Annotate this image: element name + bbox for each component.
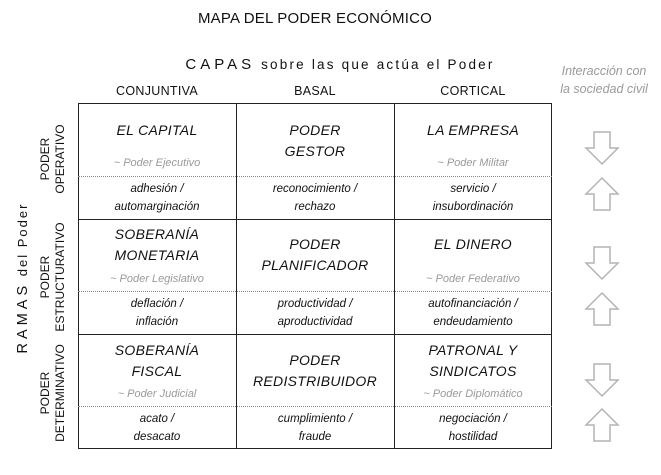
row-label-line2: OPERATIVO: [53, 124, 67, 194]
cell-pair-line2: inflación: [135, 316, 179, 328]
cell-title: [394, 340, 552, 382]
row-label-line2: ESTRUCTURATIVO: [53, 222, 67, 332]
cell-pair-line1: productividad /: [277, 298, 353, 310]
cell-title-line1: PODER: [289, 122, 341, 138]
row-label-line1: PODER: [38, 255, 52, 299]
column-header-cortical: CORTICAL: [440, 84, 506, 98]
cell-title-line1: PATRONAL Y: [428, 342, 518, 358]
row-label-line2: DETERMINATIVO: [53, 344, 67, 442]
dotted-divider: [78, 176, 552, 177]
capas-header-rest: sobre las que actúa el Poder: [261, 57, 495, 72]
row-divider: [78, 334, 552, 335]
cell-title-line2: SINDICATOS: [429, 363, 517, 379]
cell-power-analogy: ~ Poder Diplomático: [423, 388, 523, 400]
cell-title-line1: PODER: [289, 236, 341, 252]
row-label-line1: PODER: [38, 137, 52, 181]
dotted-divider: [78, 406, 552, 407]
cell-title: [394, 120, 552, 141]
cell-title-line1: LA EMPRESA: [427, 122, 519, 138]
cell-title: [78, 224, 236, 266]
cell-pair: [394, 295, 552, 331]
capas-header-lead: CAPAS: [185, 56, 256, 73]
up-arrow-icon: [584, 176, 620, 212]
cell-pair-line1: servicio /: [450, 183, 496, 195]
cell-title: [236, 234, 394, 276]
cell-pair-line2: aproductividad: [277, 316, 353, 328]
cell-title-line1: SOBERANÍA: [114, 226, 200, 242]
row-label-operativo: [38, 104, 68, 214]
cell-pair: [394, 180, 552, 216]
diagram-title: MAPA DEL PODER ECONÓMICO: [197, 10, 432, 27]
cell-pair-line2: hostilidad: [448, 431, 498, 443]
cell-pair: [78, 410, 236, 446]
interaction-label: [548, 62, 660, 98]
down-arrow-icon: [584, 362, 620, 398]
cell-pair-line1: acato /: [139, 413, 175, 425]
cell-pair: [236, 180, 394, 216]
cell-title-line1: SOBERANÍA: [114, 342, 200, 358]
interaction-label-line1: Interacción con: [561, 64, 647, 78]
cell-pair-line2: insubordinación: [432, 201, 514, 213]
capas-header: [130, 56, 550, 73]
cell-pair-line2: desacato: [133, 431, 181, 443]
cell-title-line2: FISCAL: [131, 363, 183, 379]
cell-power-analogy: ~ Poder Legislativo: [110, 273, 204, 285]
up-arrow-icon: [584, 291, 620, 327]
column-header-basal: BASAL: [294, 84, 336, 98]
cell-power-analogy: ~ Poder Federativo: [426, 273, 520, 285]
cell-pair-line1: adhesión /: [130, 183, 184, 195]
cell-pair-line1: reconocimiento /: [272, 183, 358, 195]
cell-pair: [394, 410, 552, 446]
ramas-header-lead: RAMAS: [15, 281, 31, 354]
cell-title-line2: MONETARIA: [114, 247, 200, 263]
cell-title-line1: PODER: [289, 352, 341, 368]
cell-pair: [236, 410, 394, 446]
down-arrow-icon: [584, 245, 620, 281]
cell-title: [78, 340, 236, 382]
cell-power-analogy: ~ Poder Ejecutivo: [113, 157, 201, 169]
column-header-conjuntiva: CONJUNTIVA: [116, 84, 198, 98]
cell-title: [394, 234, 552, 255]
cell-title-line1: EL CAPITAL: [116, 122, 198, 138]
cell-title: [236, 350, 394, 392]
cell-title-line2: GESTOR: [284, 143, 346, 159]
cell-power-analogy: ~ Poder Judicial: [117, 388, 197, 400]
cell-pair-line2: automarginación: [114, 201, 200, 213]
cell-title: [78, 120, 236, 141]
cell-title-line2: PLANIFICADOR: [261, 257, 369, 273]
row-label-line1: PODER: [38, 371, 52, 415]
ramas-header: [15, 183, 31, 373]
interaction-label-line2: la sociedad civil: [560, 82, 648, 96]
cell-pair-line1: autofinanciación /: [428, 298, 518, 310]
cell-title-line2: REDISTRIBUIDOR: [253, 373, 377, 389]
cell-pair-line2: fraude: [298, 431, 332, 443]
row-divider: [78, 219, 552, 220]
ramas-header-rest: del Poder: [15, 202, 30, 277]
row-label-determinativo: [38, 338, 68, 448]
cell-pair-line1: negociación /: [439, 413, 507, 425]
down-arrow-icon: [584, 130, 620, 166]
cell-pair: [78, 295, 236, 331]
dotted-divider: [78, 291, 552, 292]
cell-title-line1: EL DINERO: [434, 236, 512, 252]
cell-power-analogy: ~ Poder Militar: [437, 157, 509, 169]
cell-pair: [236, 295, 394, 331]
cell-title: [236, 120, 394, 162]
cell-pair-line1: deflación /: [130, 298, 184, 310]
cell-pair-line2: endeudamiento: [433, 316, 513, 328]
cell-pair-line1: cumplimiento /: [277, 413, 353, 425]
cell-pair-line2: rechazo: [294, 201, 336, 213]
row-label-estructurativo: [38, 222, 68, 332]
up-arrow-icon: [584, 407, 620, 443]
cell-pair: [78, 180, 236, 216]
